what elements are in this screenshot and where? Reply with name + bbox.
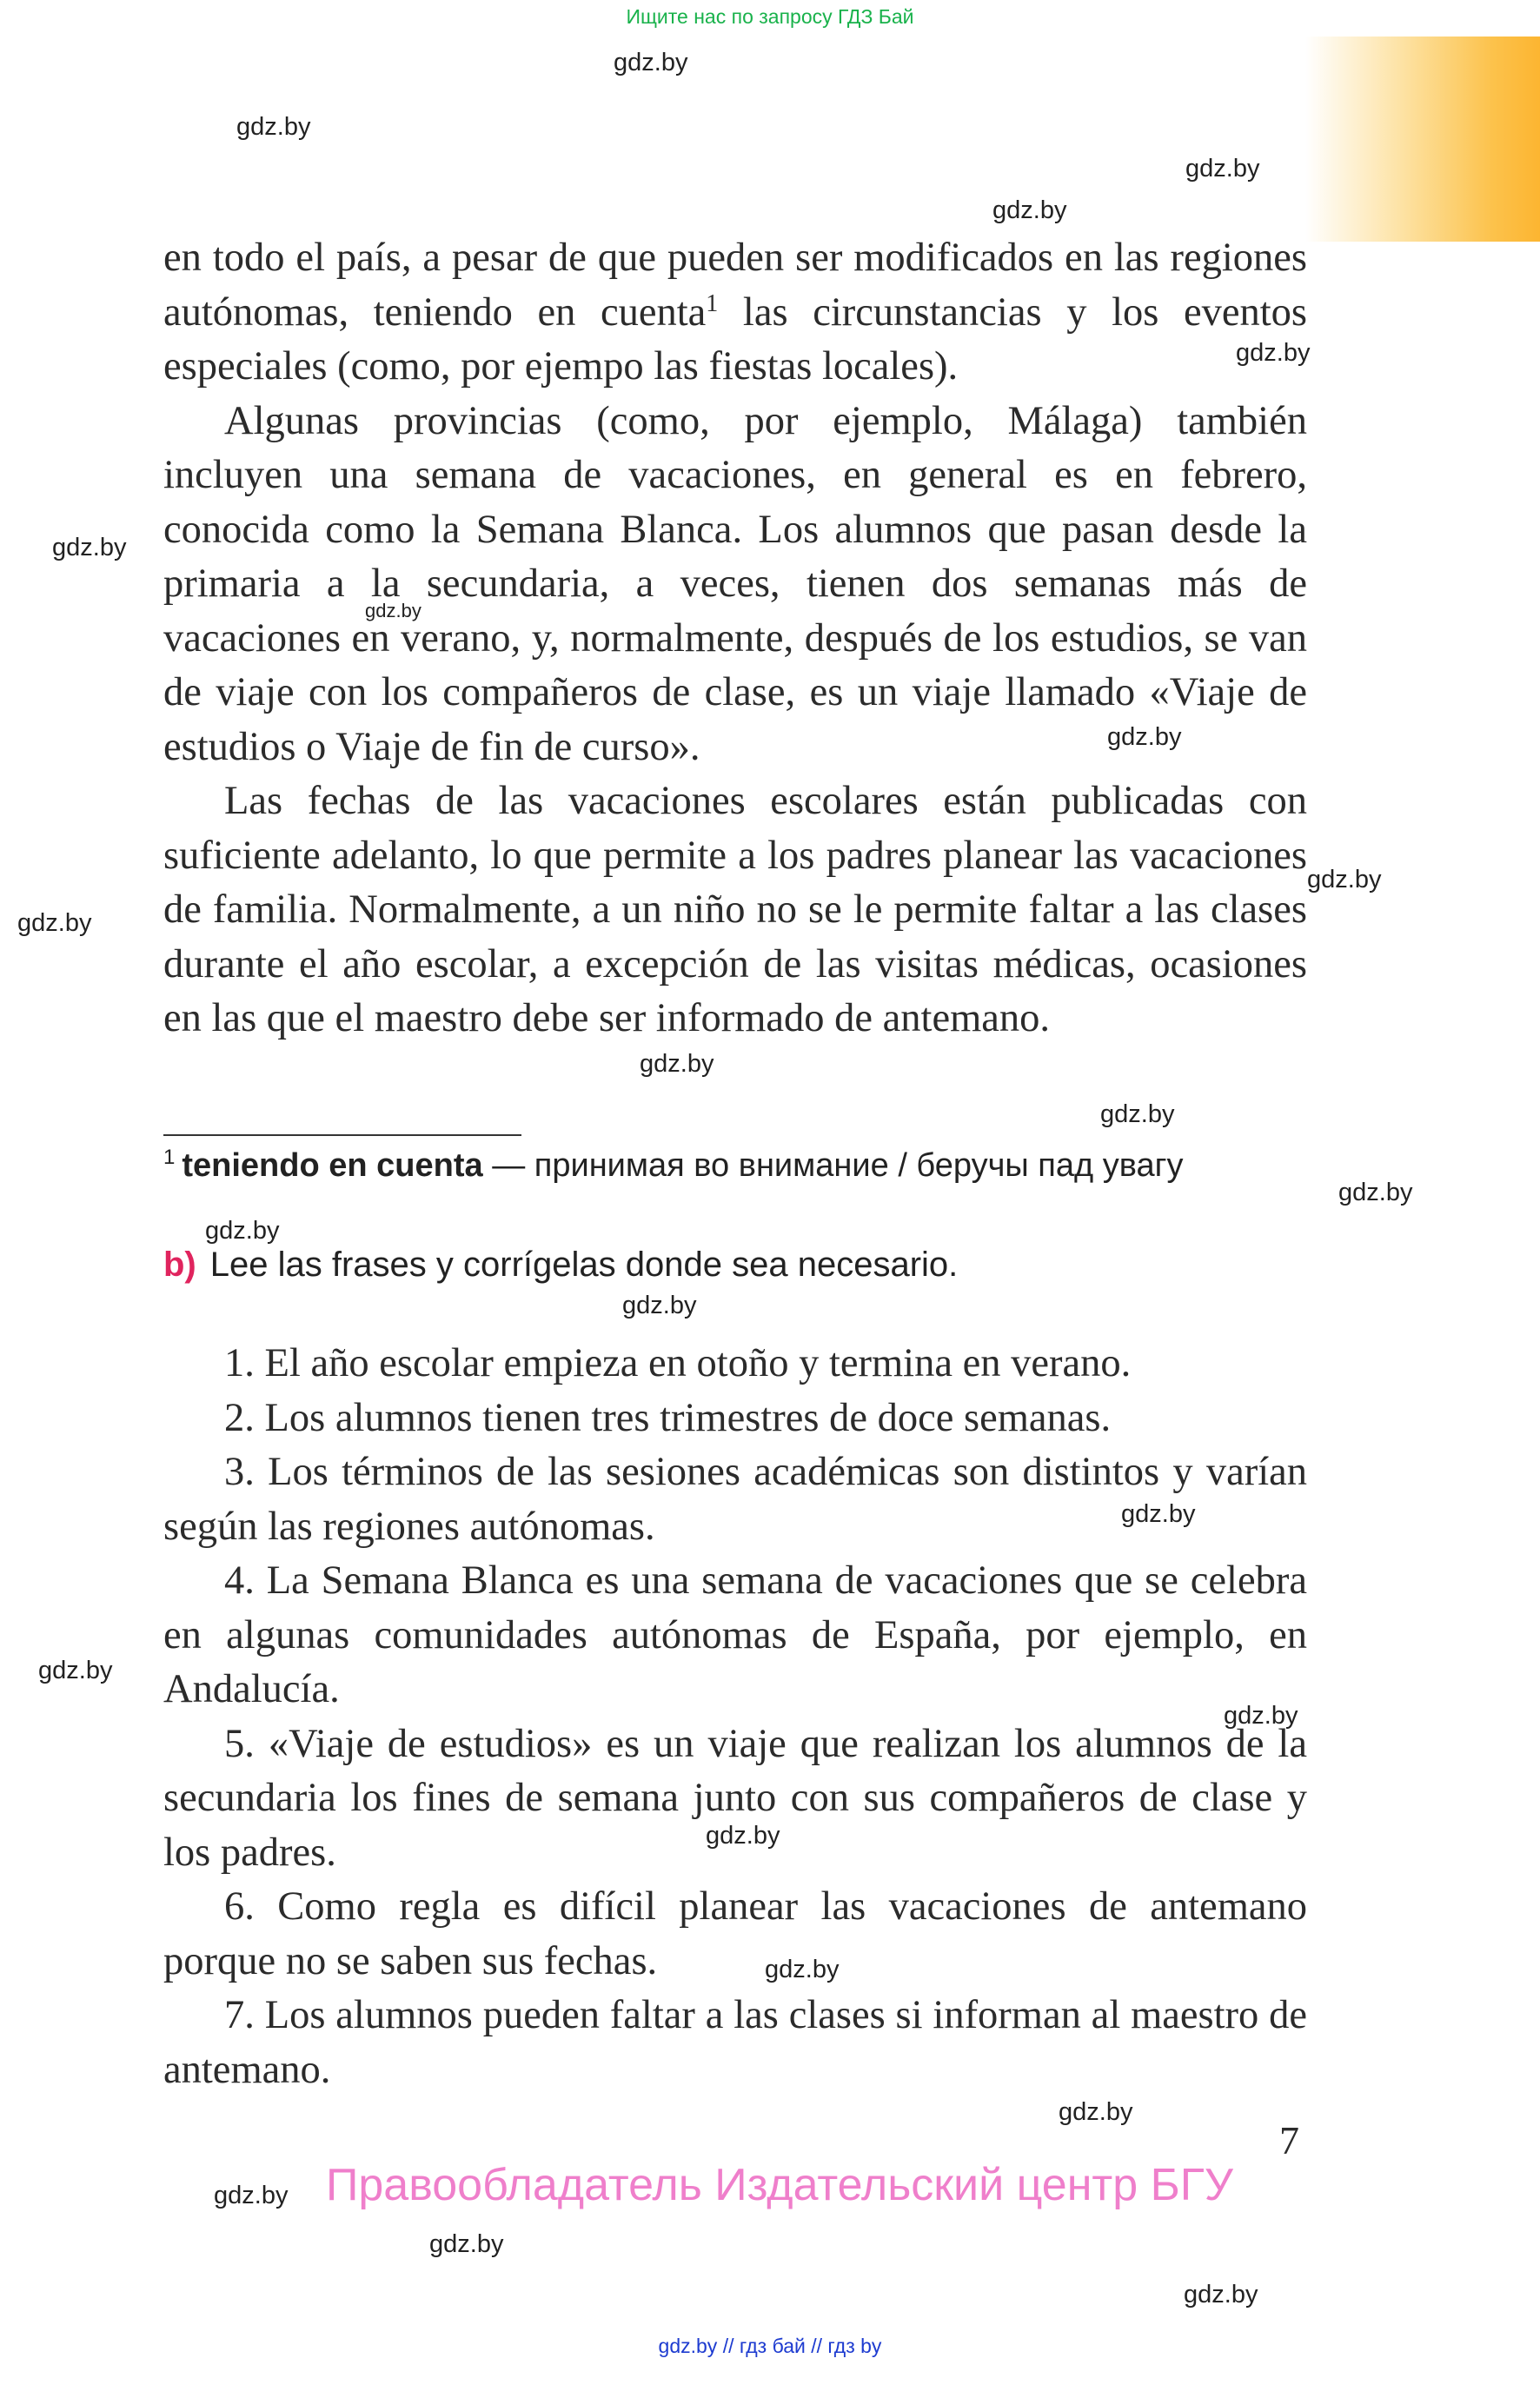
footnote (163, 1146, 1311, 1185)
watermark: gdz.by (640, 1050, 714, 1078)
paragraph-1-end: las circunstancias y los eventos especiales (como, por ejempo las fiestas locales). (163, 289, 1307, 389)
list-item: 2. Los alumnos tienen tres trimestres de doce semanas. (224, 1395, 1112, 1440)
watermark: gdz.by (1184, 2281, 1258, 2309)
list-item: 6. Como regla es difícil planear las vacaciones de antemano porque no se saben sus fechas. (163, 1884, 1307, 1983)
list-item: 5. «Viaje de estudios» es un viaje que realizan los alumnos de la secundaria los fines de semana junto con sus compañeros de clase y los padres. (163, 1721, 1307, 1875)
copyright-notice: Правообладатель Издательский центр БГУ (326, 2160, 1233, 2210)
paragraph-2: Algunas provincias (como, por ejemplo, Málaga) también incluyen una semana de vacaciones, en general es en febrero, conocida como la Semana Blanca. Los alumnos que pasan desde la primaria a la secundaria, a veces, tienen dos semanas más de vacaciones en verano, y, normalmente, después de los estudios, se van de viaje con los compañeros de clase, es un viaje llamado «Viaje de estudios o Viaje de fin de curso». (163, 398, 1307, 769)
watermark: gdz.by (214, 2182, 289, 2209)
watermark: gdz.by (1236, 339, 1311, 367)
bottom-links[interactable]: gdz.by // гдз бай // гдз by (658, 2335, 882, 2357)
watermark: gdz.by (622, 1292, 697, 1319)
list-item: 7. Los alumnos pueden faltar a las clases si informan al maestro de antemano. (163, 1993, 1307, 2092)
sentence-list (163, 1337, 1307, 2097)
list-item: 3. Los términos de las sesiones académicas son distintos y varían según las regiones autónomas. (163, 1450, 1307, 1549)
task-instruction: Lee las frases y corrígelas donde sea necesario. (209, 1246, 959, 1284)
watermark: gdz.by (1224, 1702, 1298, 1730)
watermark: gdz.by (52, 534, 127, 561)
watermark: gdz.by (17, 909, 92, 937)
watermark: gdz.by (1307, 866, 1382, 894)
footnote-divider (163, 1134, 521, 1136)
list-item: 1. El año escolar empieza en otoño y termina en verano. (224, 1341, 1132, 1385)
footnote-marker[interactable]: 1 (706, 289, 719, 317)
watermark: gdz.by (1185, 155, 1260, 183)
paragraph-3: Las fechas de las vacaciones escolares están publicadas con suficiente adelanto, lo que permite a los padres planear las vacaciones de familia. Normalmente, a un niño no se le permite faltar a las clases durante el año escolar, a excepción de las visitas médicas, ocasiones en las que el maestro debe ser informado de antemano. (163, 779, 1307, 1040)
watermark: gdz.by (1059, 2098, 1133, 2126)
watermark: gdz.by (1338, 1179, 1413, 1206)
watermark: gdz.by (706, 1822, 780, 1850)
watermark: gdz.by (205, 1217, 280, 1245)
watermark: gdz.by (365, 600, 422, 621)
page-number: 7 (1279, 2118, 1299, 2162)
watermark: gdz.by (429, 2230, 504, 2258)
watermark: gdz.by (38, 1657, 113, 1684)
paragraph-1 (163, 231, 1307, 395)
watermark: gdz.by (992, 196, 1067, 224)
task-heading (163, 1246, 958, 1285)
list-item: 4. La Semana Blanca es una semana de vacaciones que se celebra en algunas comunidades autónomas de España, por ejemplo, en Andalucía. (163, 1558, 1307, 1711)
watermark: gdz.by (1100, 1100, 1175, 1128)
corner-color-tab (1305, 37, 1540, 242)
footnote-number: 1 (163, 1146, 176, 1169)
watermark: gdz.by (614, 49, 688, 76)
watermark: gdz.by (1121, 1500, 1196, 1528)
watermark: gdz.by (236, 113, 311, 141)
footnote-term: teniendo en cuenta (182, 1147, 483, 1184)
watermark: gdz.by (1107, 723, 1182, 751)
task-letter: b) (163, 1246, 196, 1284)
paragraph-1-start: en todo el país, a pesar de que pueden ser modificados en las regiones autónomas, teniendo en cuenta (163, 236, 1307, 335)
footnote-translation: — принимая во внимание / беручы пад увагу (482, 1147, 1184, 1184)
main-text (163, 231, 1307, 1046)
top-banner[interactable]: Ищите нас по запросу ГДЗ Бай (626, 5, 914, 28)
watermark: gdz.by (765, 1956, 840, 1983)
